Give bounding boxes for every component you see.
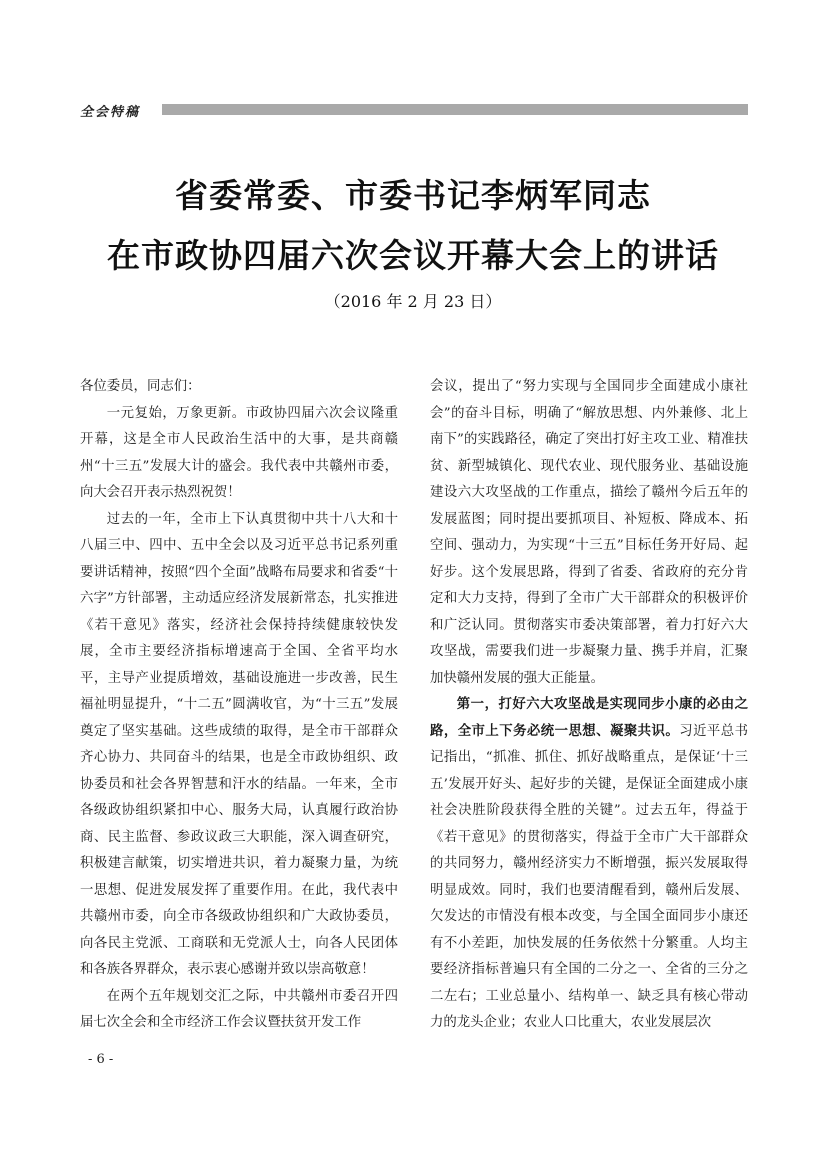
- title-line-2: 在市政协四届六次会议开幕大会上的讲话: [107, 236, 719, 275]
- right-column: [430, 374, 748, 1037]
- section-heading: 第一，打好六大攻坚战是实现同步小康的必由之路，全市上下务必统一思想、凝聚共识。: [430, 697, 748, 739]
- paragraph-section-one: [430, 692, 748, 1037]
- section-text: 习近平总书记指出，“抓准、抓住、抓好战略重点，是保证‘十三五’发展开好头、起好步的关键，是保证全面建成小康社会决胜阶段获得全胜的关键”。过去五年，得益于《若干意见》的贯彻落实，得益于全市广大干部群众的共同努力，赣州经济实力不断增强，振兴发展取得明显成效。同时，我们也要清醒看到，赣州后发展、欠发达的市情没有根本改变，与全国全面同步小康还有不小差距，加快发展的任务依然十分繁重。人均主要经济指标普遍只有全国的二分之一、全省的三分之二左右；工业总量小、结构单一、缺乏具有核心带动力的龙头企业；农业人口比重大，农业发展层次: [430, 723, 749, 1030]
- header-rule: [162, 104, 748, 115]
- paragraph: 会议，提出了“努力实现与全国同步全面建成小康社会”的奋斗目标，明确了“解放思想、内外兼修、北上南下”的实践路径，确定了突出打好主攻工业、精准扶贫、新型城镇化、现代农业、现代服务业、基础设施建设六大攻坚战的工作重点，描绘了赣州今后五年的发展蓝图；同时提出要抓项目、补短板、降成本、拓空间、强动力，为实现“十三五”目标任务开好局、起好步。这个发展思路，得到了省委、省政府的充分肯定和大力支持，得到了全市广大干部群众的积极评价和广泛认同。贯彻落实市委决策部署，着力打好六大攻坚战，需要我们进一步凝聚力量、携手并肩，汇聚加快赣州发展的强大正能量。: [430, 379, 748, 686]
- speech-date: （2016 年 2 月 23 日）: [324, 292, 502, 311]
- paragraph: 在两个五年规划交汇之际，中共赣州市委召开四届七次全会和全市经济工作会议暨扶贫开发工作: [80, 988, 398, 1030]
- paragraph: 过去的一年，全市上下认真贯彻中共十八大和十八届三中、四中、五中全会以及习近平总书记系列重要讲话精神，按照“四个全面”战略布局要求和省委“十六字”方针部署，主动适应经济发展新常态，扎实推进《若干意见》落实，经济社会保持持续健康较快发展，全市主要经济指标增速高于全国、全省平均水平，主导产业提质增效，基础设施进一步改善，民生福祉明显提升，“十二五”圆满收官，为“十三五”发展奠定了坚实基础。这些成绩的取得，是全市干部群众齐心协力、共同奋斗的结果，也是全市政协组织、政协委员和社会各界智慧和汗水的结晶。一年来，全市各级政协组织紧扣中心、服务大局，认真履行政治协商、民主监督、参政议政三大职能，深入调查研究，积极建言献策，切实增进共识，着力凝聚力量，为统一思想、促进发展发挥了重要作用。在此，我代表中共赣州市委，向全市各级政协组织和广大政协委员，向各民主党派、工商联和无党派人士，向各人民团体和各族各界群众，表示衷心感谢并致以崇高敬意！: [80, 511, 398, 977]
- salutation: 各位委员，同志们：: [80, 379, 201, 394]
- page-number: - 6 -: [88, 1052, 114, 1067]
- left-column: [80, 374, 398, 1037]
- paragraph: 一元复始，万象更新。市政协四届六次会议隆重开幕，这是全市人民政治生活中的大事，是共商赣州“十三五”发展大计的盛会。我代表中共赣州市委，向大会召开表示热烈祝贺！: [80, 405, 398, 500]
- section-label: 全会特稿: [80, 105, 141, 120]
- title-line-1: 省委常委、市委书记李炳军同志: [175, 176, 651, 215]
